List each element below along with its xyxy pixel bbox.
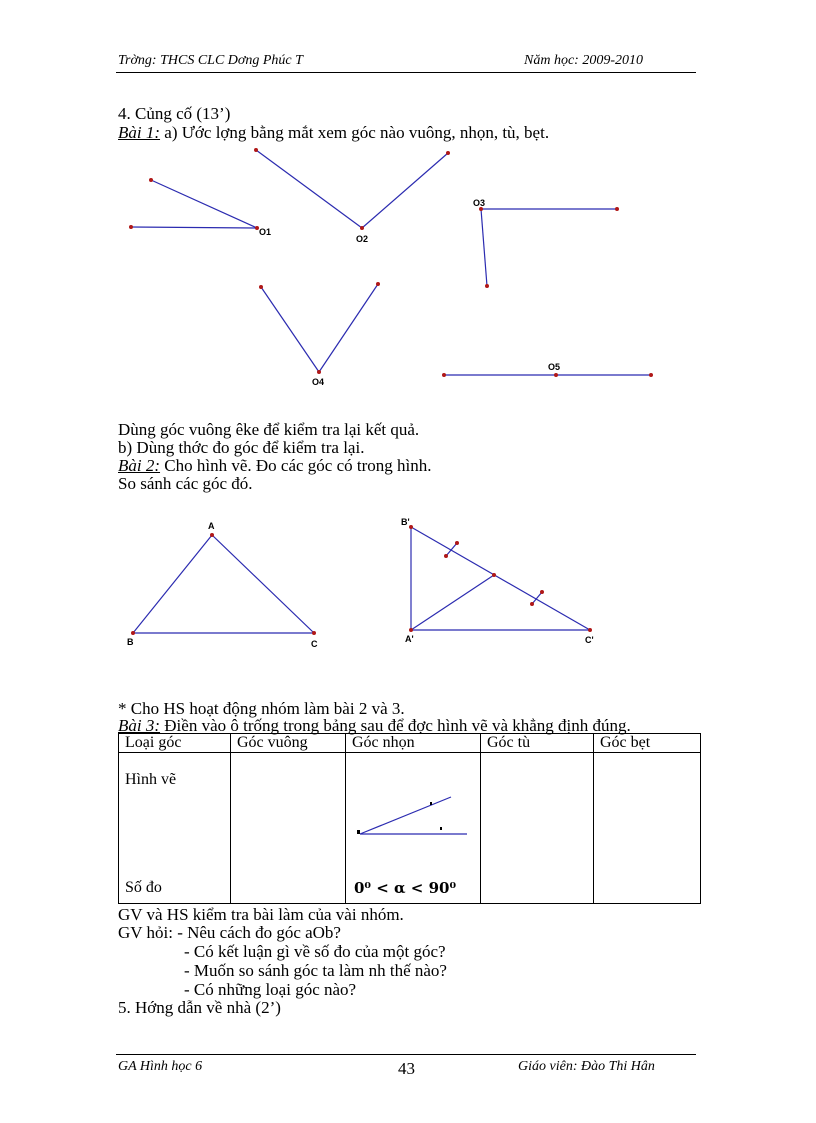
after-line-4: - Muốn so sánh góc ta làm nh thế nào? xyxy=(184,961,447,980)
header-cell: Góc vuông xyxy=(231,734,346,753)
bai1-text: a) Ước lợng bằng mắt xem góc nào vuông, nhọn, tù, bẹt. xyxy=(160,123,550,142)
label-o4: O4 xyxy=(312,377,325,387)
table-cell-tu[interactable] xyxy=(481,753,594,904)
acute-formula: 0⁰ < α < 90⁰ xyxy=(354,879,457,897)
page-number: 43 xyxy=(398,1059,415,1078)
label-o2: O2 xyxy=(356,234,369,244)
label-o5: O5 xyxy=(548,362,561,372)
label-o1: O1 xyxy=(259,227,272,237)
after-line-3: - Có kết luận gì về số đo của một góc? xyxy=(184,942,446,961)
table-cell-bet[interactable] xyxy=(594,753,701,904)
bai1-check: Dùng góc vuông êke để kiểm tra lại kết quả. xyxy=(118,420,420,439)
header-cell: Loại góc xyxy=(119,734,231,753)
header-cell: Góc tù xyxy=(481,734,594,753)
footer-rule xyxy=(116,1054,696,1055)
header-year: Năm học: 2009-2010 xyxy=(524,53,643,68)
header-cell: Góc bẹt xyxy=(594,734,701,753)
after-line-6: 5. Hớng dẫn về nhà (2’) xyxy=(118,998,281,1017)
table-cell-nhon xyxy=(346,753,481,904)
triangle-abc xyxy=(133,535,314,633)
row-figure-label: Hình vẽ xyxy=(125,771,177,788)
table-header-row xyxy=(119,734,701,753)
label-c: C xyxy=(311,639,318,649)
label-bp: B' xyxy=(401,517,410,527)
after-line-1: GV và HS kiểm tra bài làm của vài nhóm. xyxy=(118,905,404,924)
bai1-label: Bài 1: xyxy=(118,123,161,142)
bai2-text: Cho hình vẽ. Đo các góc có trong hình. xyxy=(160,456,432,475)
group-note: * Cho HS hoạt động nhóm làm bài 2 và 3. xyxy=(118,699,405,718)
after-line-2: GV hỏi: - Nêu cách đo góc aOb? xyxy=(118,923,341,942)
label-b: B xyxy=(127,637,134,647)
median xyxy=(411,575,494,630)
bai3-table xyxy=(118,733,701,904)
label-a: A xyxy=(208,521,215,531)
bai2-compare: So sánh các góc đó. xyxy=(118,474,253,493)
footer-left: GA Hình học 6 xyxy=(118,1059,203,1074)
after-line-5: - Có những loại góc nào? xyxy=(184,980,357,999)
tick-1 xyxy=(446,543,457,556)
header-cell: Góc nhọn xyxy=(346,734,481,753)
label-o3: O3 xyxy=(473,198,486,208)
bai3-text: Điền vào ô trống trong bảng sau để đợc hình vẽ và khẳng định đúng. xyxy=(160,716,631,735)
footer-right: Giáo viên: Đào Thi Hân xyxy=(518,1059,655,1074)
row-measure-label: Số đo xyxy=(125,879,162,896)
section-4-title: 4. Củng cố (13’) xyxy=(118,104,231,123)
row-label-cell xyxy=(119,753,231,904)
label-cp: C' xyxy=(585,635,594,645)
label-ap: A' xyxy=(405,634,414,644)
side-bp-cp xyxy=(411,527,590,630)
table-cell-vuong[interactable] xyxy=(231,753,346,904)
header-school: Trờng: THCS CLC Dơng Phúc T xyxy=(118,53,303,68)
bai2-label: Bài 2: xyxy=(118,456,161,475)
bai1-b: b) Dùng thớc đo góc để kiểm tra lại. xyxy=(118,438,365,457)
bai3-label: Bài 3: xyxy=(118,716,161,735)
table-row xyxy=(119,753,701,904)
